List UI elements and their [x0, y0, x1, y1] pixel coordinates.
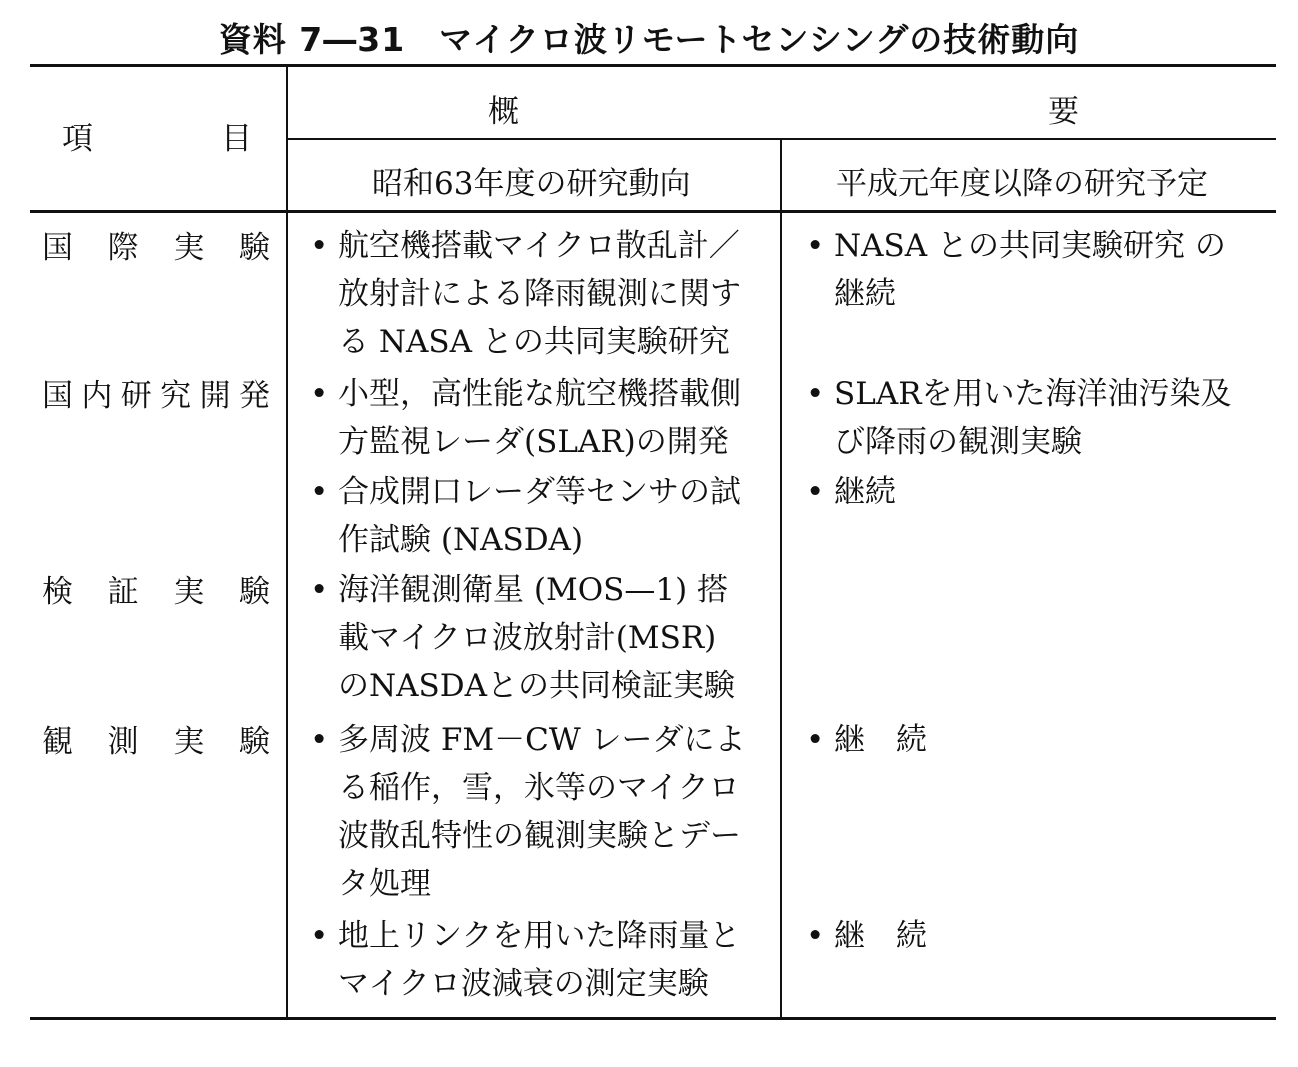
header-overview-char-2: 要 — [1048, 94, 1079, 130]
document-title: 資料 7―31 マイクロ波リモートセンシングの技術動向 — [218, 20, 1080, 59]
bullet-dot: • — [310, 228, 329, 264]
header-item-char-1: 項 — [62, 121, 93, 157]
table-bottom-rule — [30, 1017, 1276, 1020]
header-current-research: 昭和63年度の研究動向 — [372, 166, 691, 202]
bullet-dot: • — [310, 376, 329, 412]
bullet-dot: • — [806, 376, 825, 412]
row-label-observation: 観 測 実 験 — [42, 724, 270, 760]
subcolumn-divider — [780, 139, 782, 1018]
table-top-rule — [30, 64, 1276, 67]
overview-divider-rule — [288, 138, 1276, 140]
item-column-divider — [286, 66, 288, 1018]
bullet-dot: • — [310, 474, 329, 510]
bullet-dot: • — [310, 918, 329, 954]
bullet-dot: • — [806, 474, 825, 510]
header-future-plan: 平成元年度以降の研究予定 — [836, 166, 1208, 202]
bullet-dot: • — [310, 572, 329, 608]
row-label-verification: 検 証 実 験 — [42, 574, 270, 610]
bullet-dot: • — [310, 722, 329, 758]
header-item — [62, 113, 252, 158]
bullet-dot: • — [806, 918, 825, 954]
row-label-international: 国 際 実 験 — [42, 230, 270, 266]
header-bottom-rule — [30, 210, 1276, 213]
header-overview-char-1: 概 — [488, 94, 519, 130]
bullet-dot: • — [806, 722, 825, 758]
row-label-domestic: 国 内 研 究 開 発 — [42, 378, 270, 414]
bullet-dot: • — [806, 228, 825, 264]
header-item-char-2: 目 — [221, 121, 252, 157]
